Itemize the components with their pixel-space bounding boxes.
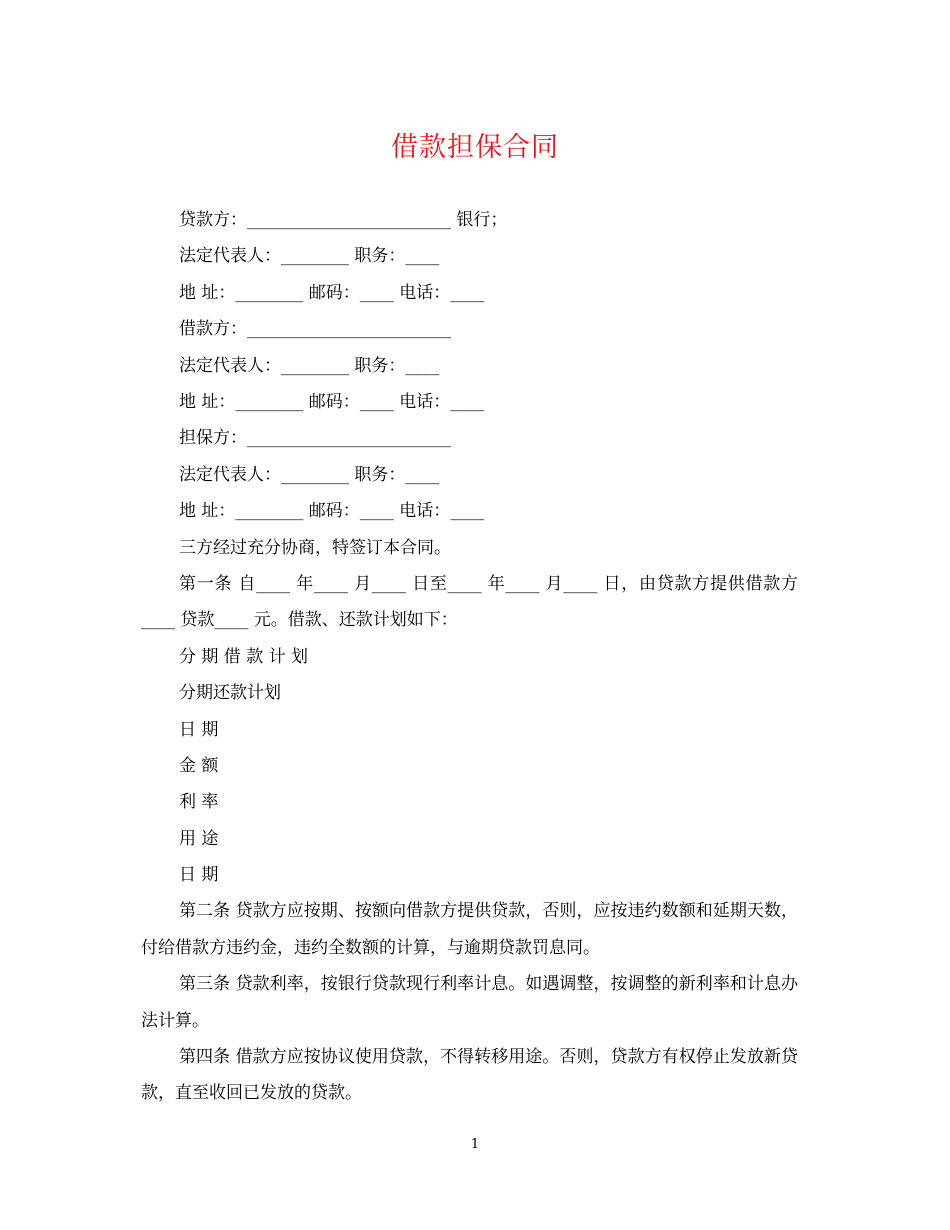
plan-line-date-2: 日 期 xyxy=(179,865,219,886)
article-1: 第一条 自____ 年____ 月____ 日至____ 年____ 月____ 日，由贷款方提供借款方____ 贷款____ 元。借款、还款计划如下： xyxy=(141,573,798,631)
page-number: 1 xyxy=(470,1137,480,1152)
article-3: 第三条 贷款利率，按银行贷款现行利率计息。如遇调整，按调整的新利率和计息办法计算。 xyxy=(141,974,798,1031)
plan-line-repayment-plan: 分期还款计划 xyxy=(179,683,281,704)
lender-name-line: 贷款方：________________________ 银行； xyxy=(179,210,508,230)
borrower-name-line: 借款方：________________________ xyxy=(179,319,451,340)
article-4: 第四条 借款方应按协议使用贷款，不得转移用途。否则，贷款方有权停止发放新贷款，直至收回已发放的贷款。 xyxy=(141,1047,798,1104)
borrower-representative-line: 法定代表人：________ 职务：____ xyxy=(179,355,440,376)
guarantor-representative-line: 法定代表人：________ 职务：____ xyxy=(179,464,440,485)
plan-line-purpose: 用 途 xyxy=(179,828,219,849)
plan-line-interest-rate: 利 率 xyxy=(179,792,219,813)
agreement-statement: 三方经过充分协商，特签订本合同。 xyxy=(179,537,451,558)
document-body xyxy=(141,202,798,1112)
guarantor-name-line: 担保方：________________________ xyxy=(179,428,451,449)
plan-line-borrowing-plan: 分 期 借 款 计 划 xyxy=(179,646,309,667)
article-2: 第二条 贷款方应按期、按额向借款方提供贷款，否则，应按违约数额和延期天数，付给借款方违约金，违约全数额的计算，与逾期贷款罚息同。 xyxy=(141,901,798,958)
guarantor-address-line: 地 址：________ 邮码：____ 电话：____ xyxy=(179,501,485,522)
lender-representative-line: 法定代表人：________ 职务：____ xyxy=(179,246,440,267)
document-title: 借款担保合同 xyxy=(391,132,559,163)
plan-line-date: 日 期 xyxy=(179,719,219,740)
borrower-address-line: 地 址：________ 邮码：____ 电话：____ xyxy=(179,391,485,412)
lender-address-line: 地 址：________ 邮码：____ 电话：____ xyxy=(179,282,485,303)
plan-line-amount: 金 额 xyxy=(179,755,219,776)
